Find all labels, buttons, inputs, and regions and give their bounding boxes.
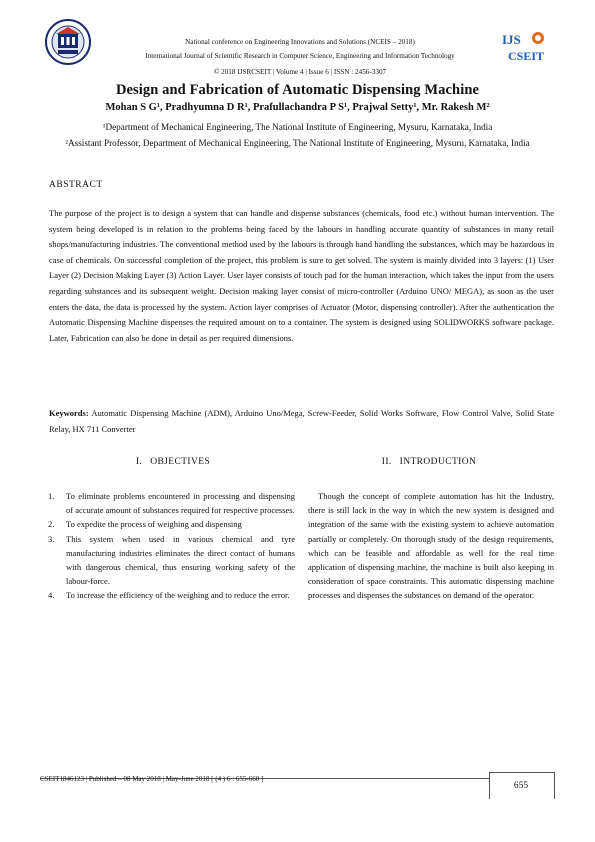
abstract-heading: ABSTRACT xyxy=(49,180,103,190)
list-item xyxy=(48,588,295,602)
list-number: 4. xyxy=(48,590,55,601)
list-item xyxy=(48,532,295,589)
list-number: 3. xyxy=(48,533,55,544)
list-item xyxy=(48,517,295,531)
list-text: To increase the efficiency of the weighing and to reduce the error. xyxy=(66,590,290,601)
affiliation-2: ²Assistant Professor, Department of Mechanical Engineering, The National Institute of Engineering, Mysuru, Karnataka, India xyxy=(65,138,530,148)
keywords-text: Automatic Dispensing Machine (ADM), Arduino Uno/Mega, Screw-Feeder, Solid Works Software, Flow Control Valve, Solid State Relay, HX 711 Converter xyxy=(49,408,554,434)
keywords-label: Keywords: xyxy=(49,408,89,418)
conference-line: National conference on Engineering Innovations and Solutions (NCEIS – 2018) xyxy=(185,38,415,46)
abstract-body: The purpose of the project is to design a system that can handle and dispense substances (chemicals, food etc.) without human intervention. The system being developed is in relation to the problems being faced by the labours in handling accurate quantity of substances in many retail shops/manufacturing industries. The conventional method used by the labours is through hand handling the substances, which may be hazardous in case of chemicals. On successful completion of the project, this problem is sure to get solved. The system is mainly divided into 3 layers: (1) User Layer (2) Decision Making Layer (3) Action Layer. User layer consists of touch pad for the human interaction, which takes the input from the users regarding substances and its subsequent weight. Decision making layer consist of micro-controller (Arduino UNO/ MEGA), as soon as the user enters the data, the data is processed by the system. Action layer comprises of Actuator (Motor, dispensing controller). After the authentication the Automatic Dispensing Machine dispenses the required amount on to a container. The system is designed using SOLIDWORKS software package. Later, Fabrication can also be done in detail as per required dimensions. xyxy=(49,208,554,343)
list-item xyxy=(48,489,295,517)
section-heading-introduction xyxy=(303,457,555,467)
objectives-list xyxy=(48,489,295,603)
page-number: 655 xyxy=(513,781,529,791)
introduction-body: Though the concept of complete automation has hit the Industry, there is still lack in the way in which the new system is designed and integration of the same with the existing system to achieve automation partially or completely. On thorough study of the design requirements, which can be feasible and affordable as well for the real time application of dispensing machine, the machine is built also keeping in consideration of space constraints. This automatic dispensing machine processes and dispenses the substances on demand of the operator. xyxy=(308,491,554,601)
svg-text:IJS: IJS xyxy=(502,32,521,47)
institute-seal-icon xyxy=(44,18,92,66)
svg-text:CSEIT: CSEIT xyxy=(508,49,545,63)
section-number: II. xyxy=(381,457,392,467)
keywords xyxy=(49,406,554,437)
author-list: Mohan S G¹, Pradhyumna D R¹, Prafullachandra P S¹, Prajwal Setty¹, Mr. Rakesh M² xyxy=(105,102,490,113)
journal-logo-icon xyxy=(500,30,552,66)
journal-line: International Journal of Scientific Research in Computer Science, Engineering and Information Technology xyxy=(145,52,455,60)
footer-citation: CSEIT1846123 | Published – 08 May 2018 | May-June 2018 [ (4 ) 6 : 655-660 ] xyxy=(40,775,264,783)
affiliation-1: ¹Department of Mechanical Engineering, The National Institute of Engineering, Mysuru, Karnataka, India xyxy=(102,122,493,132)
journal-logo xyxy=(500,30,552,66)
section-title: INTRODUCTION xyxy=(399,457,477,467)
paper-title: Design and Fabrication of Automatic Dispensing Machine xyxy=(115,82,480,98)
section-number: I. xyxy=(135,457,143,467)
list-text: To expedite the process of weighing and dispensing xyxy=(66,519,242,530)
volume-line: © 2018 IJSRCSEIT | Volume 4 | Issue 6 | ISSN : 2456-3307 xyxy=(213,68,387,76)
list-text: To eliminate problems encountered in processing and dispensing of accurate amount of substances required for respective processes. xyxy=(66,491,295,516)
list-text: This system when used in various chemical and tyre manufacturing industries eliminates the direct contact of humans with dangerous chemical, thus ensuring working safety of the labour-force. xyxy=(66,533,295,587)
list-number: 1. xyxy=(48,491,55,501)
list-number: 2. xyxy=(48,519,55,530)
section-title: OBJECTIVES xyxy=(150,457,211,467)
section-heading-objectives xyxy=(48,457,298,467)
